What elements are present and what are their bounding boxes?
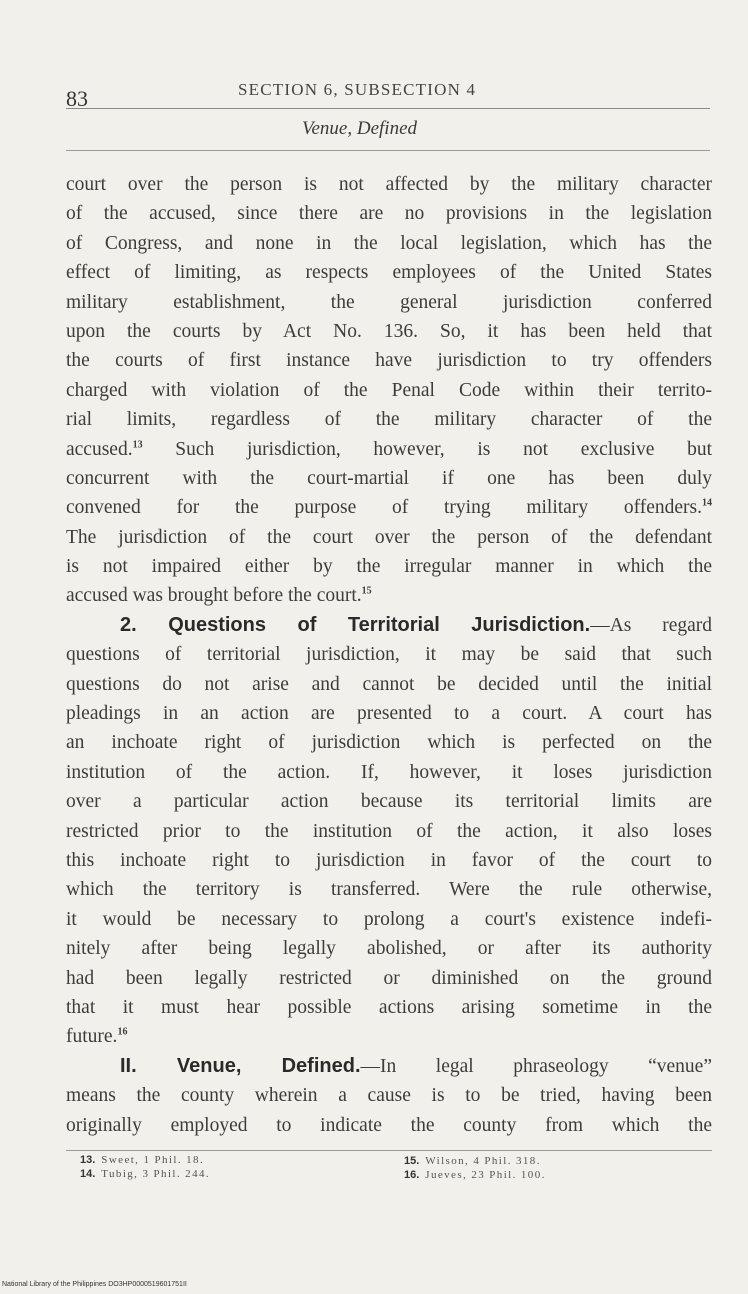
footnote-text: Tubig, 3 Phil. 244. [101,1168,211,1180]
text-line: is not impaired either by the irregular manner in which the [66,556,712,578]
text-line: The jurisdiction of the court over the person of the defendant [66,526,712,548]
body-text [66,170,712,1140]
text-line: questions do not arise and cannot be decided until the initial [66,673,712,695]
footnote-number: 16. [404,1169,420,1181]
footnote-15 [404,1155,541,1167]
text-line: over a particular action because its territorial limits are [66,791,712,813]
text-line: effect of limiting, as respects employees of the United States [66,262,712,284]
footnote-ref: 16 [117,1026,128,1038]
footnote-number: 14. [80,1168,96,1180]
footnote-13 [80,1154,204,1166]
footnote-ref: 13 [132,439,143,451]
text-line: this inchoate right to jurisdiction in favor of the court to [66,849,712,871]
text-line: questions of territorial jurisdiction, it may be said that such [66,644,712,666]
text-line [66,493,712,522]
text-line [66,435,712,464]
text-line: nitely after being legally abolished, or after its authority [66,938,712,960]
text-line: had been legally restricted or diminished on the ground [66,967,712,989]
subtitle-rule [66,150,710,151]
section-subtitle: Venue, Defined [302,118,418,139]
footnote-text: Wilson, 4 Phil. 318. [425,1155,541,1167]
footnote-16 [404,1169,546,1181]
text-line [66,581,712,610]
text-run: accused. [66,438,133,460]
text-line: military establishment, the general jurisdiction conferred [66,291,712,313]
text-line: charged with violation of the Penal Code within their territo- [66,379,712,401]
text-run: convened for the purpose of trying military offenders. [66,497,702,519]
footnote-ref: 14 [702,497,712,509]
footnote-number: 13. [80,1154,96,1166]
text-line: of the accused, since there are no provisions in the legislation [66,203,712,225]
text-run: accused was brought before the court. [66,585,362,607]
text-line: court over the person is not affected by the military character [66,174,712,195]
text-line: restricted prior to the institution of the action, it also loses [66,820,712,842]
section-heading: II. Venue, Defined. [120,1054,361,1077]
text-line: means the county wherein a cause is to be tried, having been [66,1085,712,1107]
text-line: rial limits, regardless of the military character of the [66,409,712,431]
text-line: originally employed to indicate the county from which the [66,1114,712,1136]
running-head: SECTION 6, SUBSECTION 4 [238,80,477,99]
text-line [66,1052,712,1081]
footnote-text: Jueves, 23 Phil. 100. [425,1169,546,1181]
footnote-ref: 15 [361,585,372,597]
text-line: institution of the action. If, however, it loses jurisdiction [66,761,712,783]
text-line: pleadings in an action are presented to a court. A court has [66,703,712,725]
text-line [66,1022,712,1051]
library-stamp: National Library of the Philippines DO3HP0000519601751II [2,1281,187,1288]
text-run: future. [66,1026,118,1048]
footnote-14 [80,1168,210,1180]
footnote-number: 15. [404,1155,420,1167]
text-line [66,611,712,640]
page-number: 83 [66,86,88,111]
text-line: of Congress, and none in the local legislation, which has the [66,232,712,254]
text-line: upon the courts by Act No. 136. So, it has been held that [66,320,712,342]
text-line: an inchoate right of jurisdiction which is perfected on the [66,732,712,754]
header-rule [66,108,710,109]
text-line: that it must hear possible actions arising sometime in the [66,996,712,1018]
text-line: which the territory is transferred. Were the rule otherwise, [66,879,712,901]
text-run: —As regard [590,614,713,636]
text-line: it would be necessary to prolong a court's existence indefi- [66,908,712,930]
text-line: the courts of first instance have jurisdiction to try offenders [66,350,712,372]
footnote-text: Sweet, 1 Phil. 18. [101,1154,205,1166]
footnote-rule [66,1150,712,1151]
section-heading: 2. Questions of Territorial Jurisdiction. [120,613,591,636]
text-run: —In legal phraseology “venue” [360,1055,712,1077]
text-run: Such jurisdiction, however, is not exclusive but [142,438,712,460]
text-line: concurrent with the court-martial if one has been duly [66,467,712,489]
